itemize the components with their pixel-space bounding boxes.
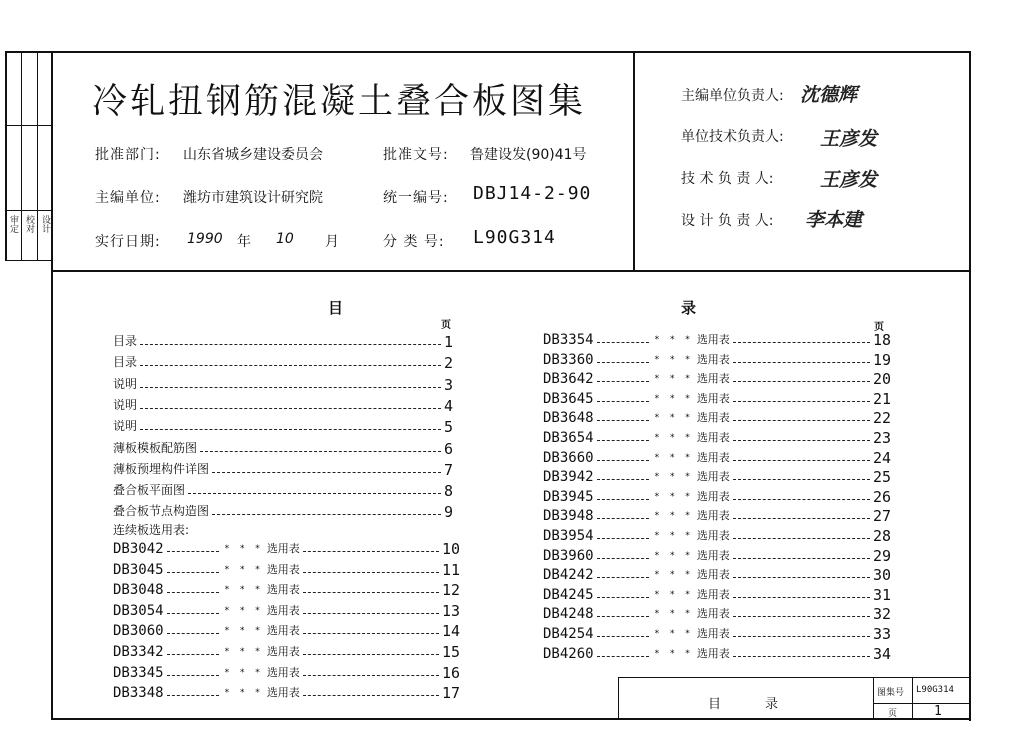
category-no-value: L90G314 xyxy=(473,227,556,248)
toc-leader xyxy=(733,499,870,500)
toc-stars: * * * xyxy=(224,667,264,678)
toc-entry-page: 24 xyxy=(872,448,891,467)
toc-code: DB4254 xyxy=(543,626,594,642)
toc-entry xyxy=(113,501,453,521)
toc-entry-page: 9 xyxy=(443,503,453,522)
toc-leader xyxy=(597,342,649,343)
toc-section-label-text: 连续板选用表: xyxy=(113,523,190,537)
toc-leader xyxy=(733,636,870,637)
category-no-label: 分 类 号: xyxy=(383,234,445,250)
toc-leader xyxy=(733,479,870,480)
unified-no-value: DBJ14-2-90 xyxy=(473,183,592,204)
approval-doc-label: 批准文号: xyxy=(383,147,449,163)
toc-entry-page: 17 xyxy=(441,684,460,703)
toc-stars: * * * xyxy=(654,335,694,345)
toc-entry-page: 7 xyxy=(443,460,453,479)
toc-kind: 选用表 xyxy=(266,686,300,700)
toc-code-entry xyxy=(543,584,891,604)
toc-code-entry xyxy=(543,368,891,388)
toc-kind: 选用表 xyxy=(696,568,730,582)
toc-section-label xyxy=(113,520,189,540)
toc-leader xyxy=(167,551,219,552)
side-cell-review: 审定 xyxy=(8,215,18,233)
toc-leader xyxy=(597,616,649,617)
toc-kind: 选用表 xyxy=(266,542,300,555)
atlas-no-label: 图集号 xyxy=(877,688,905,698)
toc-entry-page: 25 xyxy=(872,468,891,487)
editor-unit-label: 主编单位: xyxy=(95,190,161,206)
toc-leader xyxy=(597,518,649,519)
toc-leader xyxy=(733,381,870,382)
toc-leader xyxy=(733,518,870,519)
toc-kind: 选用表 xyxy=(696,391,730,405)
toc-leader xyxy=(733,538,870,539)
toc-code: DB3042 xyxy=(113,541,164,557)
toc-leader xyxy=(597,499,649,500)
toc-entry xyxy=(113,374,453,394)
toc-code-entry xyxy=(113,538,460,558)
page-number: 1 xyxy=(934,704,942,719)
toc-entry xyxy=(113,352,453,372)
toc-entry-label: 说明 xyxy=(113,376,138,391)
title-block-title-right: 录 xyxy=(765,697,779,712)
toc-page-header-right: 页 xyxy=(874,322,884,333)
toc-leader xyxy=(733,440,870,441)
page-label: 页 xyxy=(888,709,898,719)
toc-entry xyxy=(113,480,453,500)
toc-leader xyxy=(212,514,441,515)
toc-entry-page: 15 xyxy=(441,643,460,661)
signature-name: 李本建 xyxy=(805,209,863,231)
toc-leader xyxy=(167,613,219,614)
frame-top-border xyxy=(5,51,971,53)
toc-code: DB4242 xyxy=(543,567,594,584)
toc-leader xyxy=(597,558,649,559)
toc-entry-page: 1 xyxy=(443,333,453,351)
toc-leader xyxy=(597,597,649,598)
toc-leader xyxy=(733,460,870,461)
side-cell-check: 校对 xyxy=(24,215,34,233)
toc-leader xyxy=(200,451,441,452)
toc-entry-page: 21 xyxy=(872,389,891,408)
toc-kind: 选用表 xyxy=(266,645,300,658)
toc-kind: 选用表 xyxy=(696,587,730,601)
toc-leader xyxy=(733,558,870,559)
toc-kind: 选用表 xyxy=(266,562,300,576)
signature-role: 技 术 负 责 人: xyxy=(681,171,774,187)
toc-entry-page: 11 xyxy=(441,560,460,579)
toc-stars: * * * xyxy=(654,648,694,659)
toc-leader xyxy=(597,636,649,637)
toc-leader xyxy=(212,472,441,473)
toc-code-entry xyxy=(543,388,891,408)
toc-code: DB3942 xyxy=(543,469,594,486)
editor-unit-value: 潍坊市建筑设计研究院 xyxy=(183,190,323,206)
toc-stars: * * * xyxy=(224,647,264,657)
header-signature-divider xyxy=(633,51,635,270)
toc-entry-label: 目录 xyxy=(113,334,138,348)
toc-entry-page: 5 xyxy=(443,418,453,437)
side-column-bottom-line xyxy=(5,260,51,261)
unified-no-label: 统一编号: xyxy=(383,190,449,206)
toc-code: DB3660 xyxy=(543,449,594,466)
toc-code: DB3360 xyxy=(543,351,594,368)
toc-code: DB3048 xyxy=(113,582,164,599)
atlas-title: 冷轧扭钢筋混凝土叠合板图集 xyxy=(92,82,587,122)
signature-role: 设 计 负 责 人: xyxy=(681,213,774,229)
toc-leader xyxy=(140,408,441,409)
toc-entry-label: 目录 xyxy=(113,355,138,370)
toc-entry-page: 4 xyxy=(443,396,453,415)
toc-kind: 选用表 xyxy=(696,431,730,444)
toc-code-entry xyxy=(113,682,460,702)
toc-stars: * * * xyxy=(654,491,694,502)
toc-code: DB4245 xyxy=(543,586,594,603)
toc-leader xyxy=(303,633,439,634)
toc-kind: 选用表 xyxy=(696,489,730,503)
toc-code: DB3348 xyxy=(113,685,164,702)
effective-date-label: 实行日期: xyxy=(95,234,161,250)
toc-leader xyxy=(733,616,870,617)
toc-code-entry xyxy=(113,600,460,620)
toc-entry-label: 薄板模板配筋图 xyxy=(113,440,198,455)
toc-entry xyxy=(113,331,453,351)
toc-kind: 选用表 xyxy=(696,529,730,542)
toc-entry-page: 34 xyxy=(872,644,891,663)
toc-entry-page: 6 xyxy=(443,439,453,458)
toc-stars: * * * xyxy=(224,564,264,575)
approval-dept-label: 批准部门: xyxy=(95,147,161,163)
frame-bottom-border xyxy=(51,718,971,720)
toc-leader xyxy=(167,592,219,593)
toc-leader xyxy=(597,479,649,480)
toc-code: DB3954 xyxy=(543,528,594,544)
toc-code: DB3342 xyxy=(113,644,164,660)
toc-leader xyxy=(303,654,439,655)
toc-code-entry xyxy=(543,505,891,525)
toc-leader xyxy=(597,460,649,461)
toc-leader xyxy=(303,675,439,676)
title-block-divider xyxy=(873,677,874,719)
signature-name: 沈德辉 xyxy=(800,84,858,106)
signature-role: 主编单位负责人: xyxy=(681,88,784,104)
toc-code-entry xyxy=(543,486,891,506)
toc-leader xyxy=(167,695,219,696)
toc-entry-page: 10 xyxy=(441,540,460,558)
toc-entry-page: 2 xyxy=(443,354,453,373)
toc-page-header-left: 页 xyxy=(441,320,451,331)
toc-entry-label: 叠合板平面图 xyxy=(113,483,186,498)
toc-code: DB3045 xyxy=(113,561,164,578)
toc-entry-page: 14 xyxy=(441,622,460,641)
toc-leader xyxy=(303,613,439,614)
toc-leader xyxy=(303,551,439,552)
toc-entry-page: 30 xyxy=(872,566,891,585)
toc-entry-page: 16 xyxy=(441,663,460,682)
toc-entry-page: 23 xyxy=(872,429,891,447)
toc-code-entry xyxy=(543,623,891,643)
toc-stars: * * * xyxy=(654,531,694,541)
toc-leader xyxy=(733,362,870,363)
toc-stars: * * * xyxy=(654,374,694,385)
toc-entry-label: 薄板预埋构件详图 xyxy=(113,461,210,476)
toc-code-entry xyxy=(543,447,891,467)
side-cell-design: 设计 xyxy=(40,215,50,233)
toc-code: DB4260 xyxy=(543,645,594,662)
toc-code-entry xyxy=(543,643,891,663)
effective-month: 10 xyxy=(276,231,294,247)
toc-entry-page: 20 xyxy=(872,370,891,389)
header-divider xyxy=(51,270,971,272)
toc-kind: 选用表 xyxy=(696,333,730,346)
toc-code: DB3948 xyxy=(543,508,594,525)
approval-doc-value: 鲁建设发(90)41号 xyxy=(470,147,587,163)
toc-code-entry xyxy=(113,579,460,599)
signature-role: 单位技术负责人: xyxy=(681,129,784,145)
toc-kind: 选用表 xyxy=(266,603,300,617)
toc-stars: * * * xyxy=(654,629,694,639)
toc-leader xyxy=(597,440,649,441)
toc-entry xyxy=(113,395,453,415)
toc-kind: 选用表 xyxy=(696,352,730,366)
toc-leader xyxy=(733,656,870,657)
frame-inner-left-border xyxy=(51,51,53,720)
toc-code-entry xyxy=(113,559,460,579)
title-block-title-left: 目 xyxy=(708,697,722,712)
toc-kind: 选用表 xyxy=(696,470,730,484)
toc-entry-page: 27 xyxy=(872,507,891,526)
toc-leader xyxy=(733,420,870,421)
side-column-row-line xyxy=(5,210,51,211)
toc-entry-page: 28 xyxy=(872,527,891,545)
toc-code-entry xyxy=(543,407,891,427)
toc-kind: 选用表 xyxy=(266,583,300,597)
toc-stars: * * * xyxy=(654,472,694,483)
toc-stars: * * * xyxy=(654,570,694,581)
title-block-top-border xyxy=(618,677,970,678)
toc-leader xyxy=(167,654,219,655)
toc-kind: 选用表 xyxy=(696,509,730,523)
toc-leader xyxy=(733,342,870,343)
side-column-divider-2 xyxy=(37,51,38,261)
toc-code-entry xyxy=(543,349,891,369)
toc-leader xyxy=(733,401,870,402)
toc-stars: * * * xyxy=(654,452,694,463)
toc-leader xyxy=(597,362,649,363)
toc-code: DB4248 xyxy=(543,606,594,623)
toc-leader xyxy=(188,493,441,494)
toc-entry-page: 33 xyxy=(872,625,891,643)
toc-stars: * * * xyxy=(224,585,264,596)
toc-entry-page: 22 xyxy=(872,409,891,428)
side-column-divider-1 xyxy=(21,51,22,261)
toc-entry-page: 29 xyxy=(872,546,891,565)
toc-leader xyxy=(597,401,649,402)
toc-code-entry xyxy=(113,662,460,682)
toc-entry xyxy=(113,459,453,479)
toc-entry xyxy=(113,438,453,458)
toc-leader xyxy=(167,633,219,634)
toc-entry-page: 12 xyxy=(441,581,460,600)
toc-entry-page: 32 xyxy=(872,605,891,624)
toc-kind: 选用表 xyxy=(696,450,730,464)
toc-stars: * * * xyxy=(654,550,694,561)
toc-leader xyxy=(597,381,649,382)
toc-code-entry xyxy=(543,329,891,349)
toc-code: DB3645 xyxy=(543,390,594,407)
toc-leader xyxy=(733,577,870,578)
toc-code: DB3960 xyxy=(543,547,594,564)
toc-stars: * * * xyxy=(654,433,694,443)
toc-entry xyxy=(113,416,453,436)
toc-stars: * * * xyxy=(654,609,694,620)
toc-code: DB3060 xyxy=(113,623,164,640)
approval-dept-value: 山东省城乡建设委员会 xyxy=(183,147,323,163)
toc-entry-label: 说明 xyxy=(113,419,138,434)
toc-leader xyxy=(597,577,649,578)
toc-leader xyxy=(733,597,870,598)
toc-stars: * * * xyxy=(224,688,264,699)
side-column-row-line xyxy=(5,125,51,126)
toc-entry-page: 3 xyxy=(443,375,453,394)
toc-code-entry xyxy=(113,641,460,661)
title-block-row-line xyxy=(873,703,970,704)
toc-stars: * * * xyxy=(654,589,694,600)
signature-name: 王彦发 xyxy=(820,169,878,191)
toc-kind: 选用表 xyxy=(696,607,730,621)
frame-right-border xyxy=(969,51,971,721)
toc-code: DB3642 xyxy=(543,371,594,388)
toc-code-entry xyxy=(543,466,891,486)
toc-code-entry xyxy=(543,427,891,447)
toc-heading-right: 录 xyxy=(681,299,697,317)
toc-leader xyxy=(303,695,439,696)
title-block-left-border xyxy=(618,677,619,719)
toc-leader xyxy=(140,387,441,388)
toc-leader xyxy=(597,656,649,657)
toc-code-entry xyxy=(543,603,891,623)
toc-heading-left: 目 xyxy=(328,299,344,317)
toc-entry-page: 8 xyxy=(443,482,453,501)
toc-leader xyxy=(167,572,219,573)
toc-kind: 选用表 xyxy=(696,411,730,425)
toc-code: DB3654 xyxy=(543,430,594,446)
toc-kind: 选用表 xyxy=(696,548,730,562)
toc-kind: 选用表 xyxy=(696,627,730,640)
toc-kind: 选用表 xyxy=(696,646,730,660)
toc-entry-page: 19 xyxy=(872,350,891,369)
toc-leader xyxy=(140,365,441,366)
toc-code: DB3945 xyxy=(543,488,594,505)
toc-stars: * * * xyxy=(654,413,694,424)
toc-leader xyxy=(303,592,439,593)
toc-entry-label: 叠合板节点构造图 xyxy=(113,504,210,519)
toc-entry-page: 13 xyxy=(441,601,460,620)
toc-stars: * * * xyxy=(654,511,694,522)
atlas-no-value: L90G314 xyxy=(916,685,954,695)
toc-entry-label: 说明 xyxy=(113,397,138,412)
title-block-divider xyxy=(912,677,913,719)
toc-leader xyxy=(167,675,219,676)
toc-entry-page: 26 xyxy=(872,487,891,506)
toc-code: DB3648 xyxy=(543,410,594,427)
toc-code: DB3354 xyxy=(543,332,594,348)
toc-kind: 选用表 xyxy=(266,624,300,638)
toc-code: DB3054 xyxy=(113,602,164,619)
toc-kind: 选用表 xyxy=(696,372,730,386)
effective-year: 1990 xyxy=(187,231,223,247)
toc-entry-page: 18 xyxy=(872,331,891,349)
toc-stars: * * * xyxy=(224,605,264,616)
toc-leader xyxy=(140,429,441,430)
toc-leader xyxy=(140,344,441,345)
toc-stars: * * * xyxy=(654,354,694,365)
toc-leader xyxy=(597,538,649,539)
toc-leader xyxy=(597,420,649,421)
toc-stars: * * * xyxy=(224,544,264,554)
toc-stars: * * * xyxy=(654,393,694,404)
year-unit: 年 xyxy=(237,234,251,250)
toc-stars: * * * xyxy=(224,626,264,637)
toc-kind: 选用表 xyxy=(266,665,300,679)
toc-code-entry xyxy=(113,620,460,640)
toc-entry-page: 31 xyxy=(872,585,891,604)
month-unit: 月 xyxy=(325,234,339,250)
toc-code-entry xyxy=(543,545,891,565)
toc-code-entry xyxy=(543,564,891,584)
toc-code: DB3345 xyxy=(113,664,164,681)
toc-code-entry xyxy=(543,525,891,545)
toc-leader xyxy=(303,572,439,573)
signature-name: 王彦发 xyxy=(820,128,878,150)
